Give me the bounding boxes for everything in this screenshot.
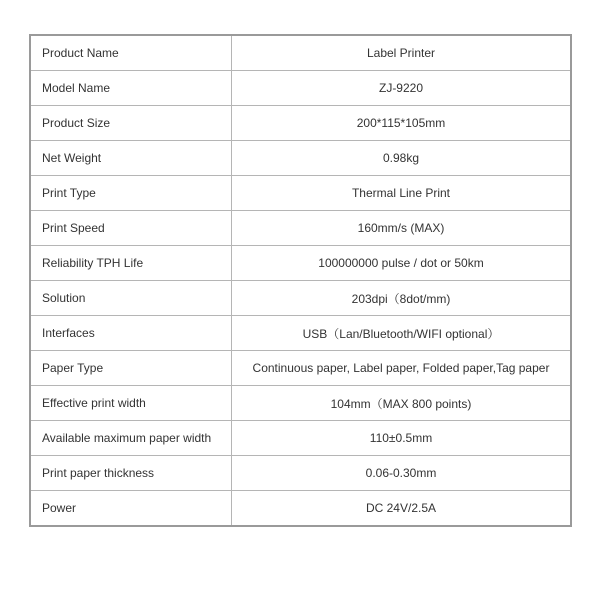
spec-row-effective-width	[30, 386, 571, 421]
spec-label: Print Speed	[30, 211, 232, 246]
spec-value: 0.98kg	[232, 141, 572, 176]
spec-value: 200*115*105mm	[232, 106, 572, 141]
spec-value: Thermal Line Print	[232, 176, 572, 211]
spec-label: Effective print width	[30, 386, 232, 421]
spec-value: Continuous paper, Label paper, Folded paper,Tag paper	[232, 351, 572, 386]
spec-row-paper-thickness	[30, 456, 571, 491]
spec-label: Product Size	[30, 106, 232, 141]
spec-table	[29, 34, 572, 527]
spec-row-print-type	[30, 176, 571, 211]
spec-label: Available maximum paper width	[30, 421, 232, 456]
spec-label: Interfaces	[30, 316, 232, 351]
spec-row-solution	[30, 281, 571, 316]
spec-label: Print Type	[30, 176, 232, 211]
spec-label: Print paper thickness	[30, 456, 232, 491]
spec-row-interfaces	[30, 316, 571, 351]
spec-value: 203dpi（8dot/mm)	[232, 281, 572, 316]
spec-value: USB（Lan/Bluetooth/WIFI optional）	[232, 316, 572, 351]
spec-label: Power	[30, 491, 232, 527]
spec-row-net-weight	[30, 141, 571, 176]
spec-label: Solution	[30, 281, 232, 316]
spec-table-body	[30, 35, 571, 526]
spec-row-power	[30, 491, 571, 527]
spec-row-max-paper-width	[30, 421, 571, 456]
spec-value: 160mm/s (MAX)	[232, 211, 572, 246]
spec-label: Paper Type	[30, 351, 232, 386]
spec-value: 110±0.5mm	[232, 421, 572, 456]
spec-label: Product Name	[30, 35, 232, 71]
spec-row-paper-type	[30, 351, 571, 386]
spec-row-product-size	[30, 106, 571, 141]
spec-label: Reliability TPH Life	[30, 246, 232, 281]
spec-row-model-name	[30, 71, 571, 106]
spec-label: Net Weight	[30, 141, 232, 176]
spec-value: 104mm（MAX 800 points)	[232, 386, 572, 421]
spec-value: DC 24V/2.5A	[365, 501, 437, 515]
spec-row-reliability	[30, 246, 571, 281]
spec-label: Model Name	[30, 71, 232, 106]
spec-value: Label Printer	[232, 35, 572, 71]
spec-value: 100000000 pulse / dot or 50km	[232, 246, 572, 281]
spec-value: ZJ-9220	[232, 71, 572, 106]
spec-row-print-speed	[30, 211, 571, 246]
spec-row-product-name	[30, 35, 571, 71]
spec-value: 0.06-0.30mm	[232, 456, 572, 491]
